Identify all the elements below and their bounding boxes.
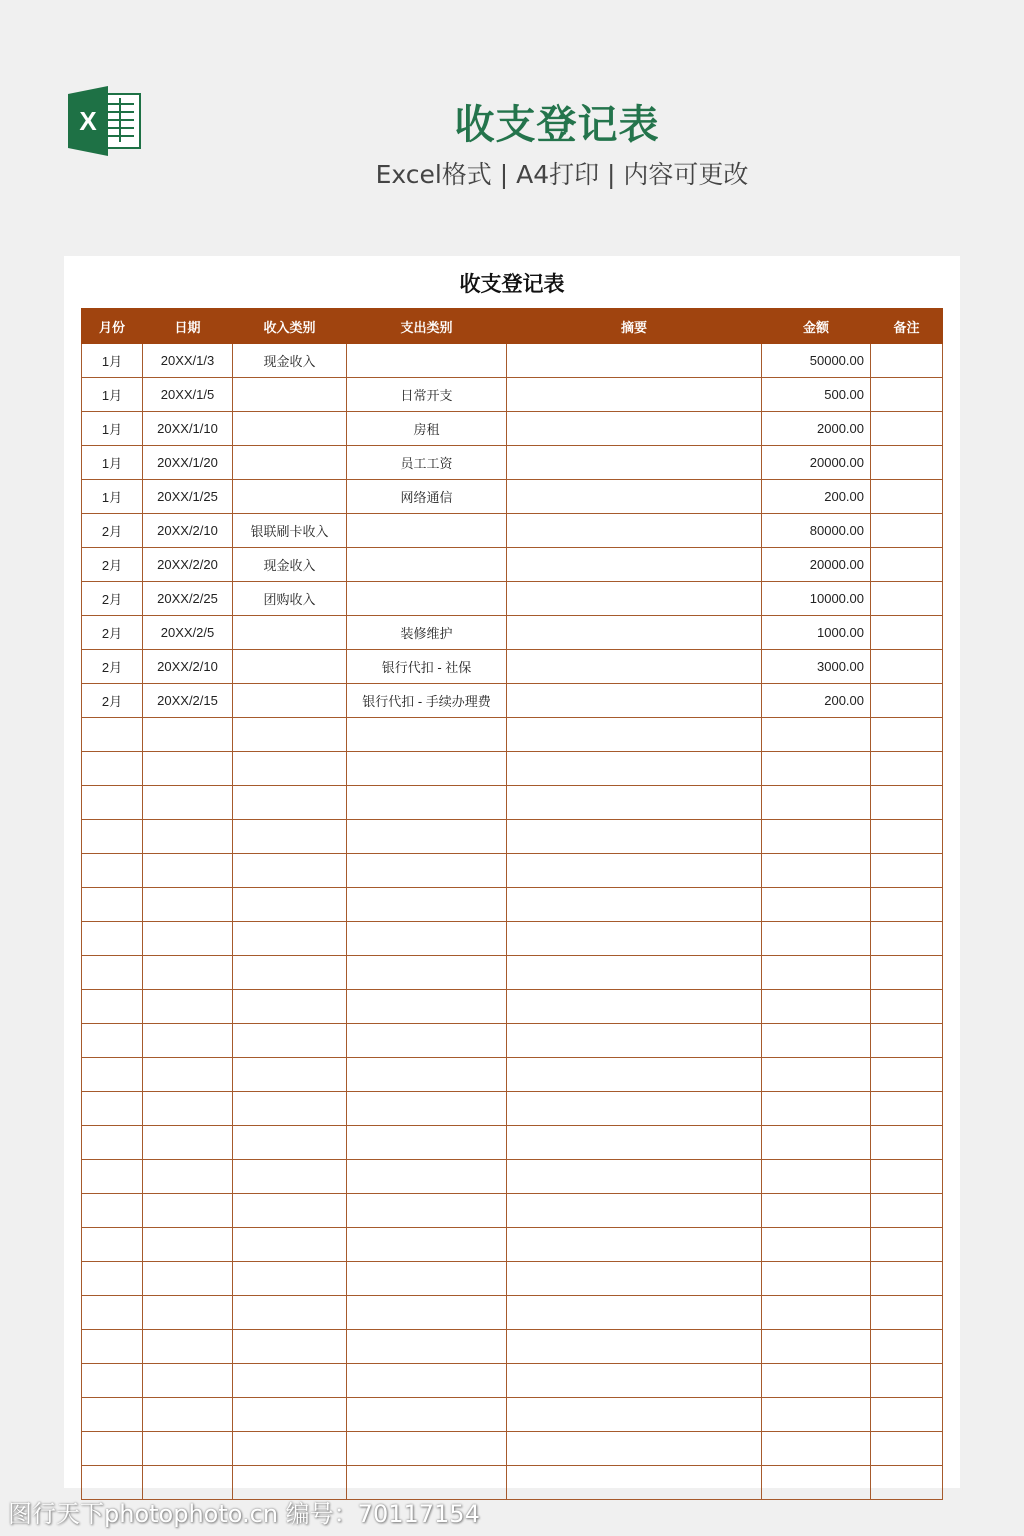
- cell-remarks[interactable]: [871, 650, 943, 684]
- cell-date[interactable]: [143, 1262, 233, 1296]
- cell-date[interactable]: 20XX/2/10: [143, 650, 233, 684]
- cell-remarks[interactable]: [871, 922, 943, 956]
- cell-amount[interactable]: [762, 888, 871, 922]
- cell-month[interactable]: 1月: [82, 480, 143, 514]
- cell-amount[interactable]: [762, 786, 871, 820]
- cell-remarks[interactable]: [871, 1262, 943, 1296]
- cell-month[interactable]: [82, 1432, 143, 1466]
- cell-summary[interactable]: [507, 446, 762, 480]
- empty-table-row: [82, 888, 943, 922]
- cell-income-type[interactable]: [233, 1024, 347, 1058]
- cell-month[interactable]: 2月: [82, 616, 143, 650]
- cell-month[interactable]: [82, 1398, 143, 1432]
- cell-date[interactable]: [143, 1194, 233, 1228]
- cell-month[interactable]: [82, 854, 143, 888]
- cell-expense-type[interactable]: [347, 1398, 507, 1432]
- empty-table-row: [82, 1398, 943, 1432]
- cell-date[interactable]: 20XX/1/25: [143, 480, 233, 514]
- cell-expense-type[interactable]: [347, 1296, 507, 1330]
- excel-icon-letter: X: [79, 106, 97, 136]
- cell-expense-type[interactable]: [347, 1228, 507, 1262]
- empty-table-row: [82, 1126, 943, 1160]
- cell-month[interactable]: 2月: [82, 582, 143, 616]
- cell-month[interactable]: [82, 786, 143, 820]
- cell-date[interactable]: [143, 1160, 233, 1194]
- page-subtitle: Excel格式 | A4打印 | 内容可更改: [375, 160, 749, 189]
- cell-income-type[interactable]: [233, 1432, 347, 1466]
- cell-remarks[interactable]: [871, 1466, 943, 1500]
- cell-income-type[interactable]: [233, 616, 347, 650]
- cell-income-type[interactable]: 银联刷卡收入: [233, 514, 347, 548]
- cell-expense-type[interactable]: [347, 1364, 507, 1398]
- cell-month[interactable]: 2月: [82, 514, 143, 548]
- cell-expense-type[interactable]: [347, 1330, 507, 1364]
- cell-remarks[interactable]: [871, 1126, 943, 1160]
- cell-remarks[interactable]: [871, 752, 943, 786]
- cell-expense-type[interactable]: [347, 752, 507, 786]
- cell-summary[interactable]: [507, 616, 762, 650]
- cell-expense-type[interactable]: [347, 854, 507, 888]
- cell-expense-type[interactable]: [347, 548, 507, 582]
- table-row: [82, 378, 943, 412]
- cell-expense-type[interactable]: 银行代扣 - 手续办理费: [347, 684, 507, 718]
- cell-expense-type[interactable]: 银行代扣 - 社保: [347, 650, 507, 684]
- cell-date[interactable]: [143, 1432, 233, 1466]
- empty-table-row: [82, 1092, 943, 1126]
- cell-expense-type[interactable]: [347, 1194, 507, 1228]
- cell-expense-type[interactable]: [347, 820, 507, 854]
- cell-date[interactable]: [143, 1330, 233, 1364]
- cell-income-type[interactable]: [233, 820, 347, 854]
- cell-summary[interactable]: [507, 378, 762, 412]
- cell-summary[interactable]: [507, 1058, 762, 1092]
- cell-date[interactable]: 20XX/1/20: [143, 446, 233, 480]
- cell-income-type[interactable]: [233, 1364, 347, 1398]
- cell-income-type[interactable]: [233, 956, 347, 990]
- cell-amount[interactable]: [762, 1058, 871, 1092]
- cell-income-type[interactable]: [233, 922, 347, 956]
- cell-date[interactable]: [143, 1058, 233, 1092]
- cell-remarks[interactable]: [871, 1398, 943, 1432]
- cell-month[interactable]: [82, 990, 143, 1024]
- cell-income-type[interactable]: [233, 650, 347, 684]
- cell-remarks[interactable]: [871, 786, 943, 820]
- empty-table-row: [82, 1024, 943, 1058]
- cell-income-type[interactable]: [233, 1262, 347, 1296]
- cell-month[interactable]: [82, 1330, 143, 1364]
- cell-amount[interactable]: [762, 1262, 871, 1296]
- sheet-title: 收支登记表: [459, 272, 565, 296]
- table-row: [82, 684, 943, 718]
- cell-date[interactable]: 20XX/2/20: [143, 548, 233, 582]
- cell-month[interactable]: [82, 1262, 143, 1296]
- cell-month[interactable]: [82, 1024, 143, 1058]
- cell-summary[interactable]: [507, 1432, 762, 1466]
- cell-summary[interactable]: [507, 888, 762, 922]
- empty-table-row: [82, 990, 943, 1024]
- cell-month[interactable]: [82, 1194, 143, 1228]
- cell-summary[interactable]: [507, 514, 762, 548]
- cell-amount[interactable]: 10000.00: [762, 582, 871, 616]
- cell-summary[interactable]: [507, 412, 762, 446]
- cell-amount[interactable]: [762, 1126, 871, 1160]
- cell-income-type[interactable]: [233, 1296, 347, 1330]
- column-header-month: 月份: [82, 309, 143, 344]
- cell-month[interactable]: 2月: [82, 684, 143, 718]
- cell-summary[interactable]: [507, 1024, 762, 1058]
- cell-income-type[interactable]: [233, 1398, 347, 1432]
- cell-date[interactable]: [143, 718, 233, 752]
- cell-remarks[interactable]: [871, 1330, 943, 1364]
- cell-remarks[interactable]: [871, 480, 943, 514]
- cell-date[interactable]: [143, 786, 233, 820]
- cell-summary[interactable]: [507, 1330, 762, 1364]
- cell-amount[interactable]: 80000.00: [762, 514, 871, 548]
- watermark: 图行天下photophoto.cn 编号：70117154: [8, 1500, 480, 1528]
- cell-income-type[interactable]: [233, 718, 347, 752]
- cell-amount[interactable]: 20000.00: [762, 446, 871, 480]
- cell-remarks[interactable]: [871, 1194, 943, 1228]
- column-header-summary: 摘要: [507, 309, 762, 344]
- cell-remarks[interactable]: [871, 718, 943, 752]
- cell-date[interactable]: [143, 1228, 233, 1262]
- header-row: [82, 309, 943, 344]
- cell-amount[interactable]: 500.00: [762, 378, 871, 412]
- cell-summary[interactable]: [507, 1364, 762, 1398]
- cell-income-type[interactable]: [233, 1092, 347, 1126]
- cell-date[interactable]: [143, 888, 233, 922]
- cell-summary[interactable]: [507, 956, 762, 990]
- cell-month[interactable]: [82, 718, 143, 752]
- cell-income-type[interactable]: [233, 888, 347, 922]
- cell-remarks[interactable]: [871, 582, 943, 616]
- cell-date[interactable]: [143, 990, 233, 1024]
- cell-expense-type[interactable]: [347, 1024, 507, 1058]
- table-row: [82, 344, 943, 378]
- cell-summary[interactable]: [507, 922, 762, 956]
- cell-amount[interactable]: [762, 1228, 871, 1262]
- cell-summary[interactable]: [507, 820, 762, 854]
- cell-income-type[interactable]: [233, 1058, 347, 1092]
- cell-remarks[interactable]: [871, 1092, 943, 1126]
- cell-expense-type[interactable]: [347, 786, 507, 820]
- cell-date[interactable]: [143, 1126, 233, 1160]
- cell-amount[interactable]: [762, 1330, 871, 1364]
- cell-expense-type[interactable]: [347, 718, 507, 752]
- cell-remarks[interactable]: [871, 412, 943, 446]
- cell-amount[interactable]: 20000.00: [762, 548, 871, 582]
- cell-amount[interactable]: [762, 1398, 871, 1432]
- cell-amount[interactable]: [762, 854, 871, 888]
- cell-date[interactable]: 20XX/1/5: [143, 378, 233, 412]
- cell-month[interactable]: [82, 1092, 143, 1126]
- cell-month[interactable]: 2月: [82, 650, 143, 684]
- cell-summary[interactable]: [507, 718, 762, 752]
- cell-expense-type[interactable]: 员工工资: [347, 446, 507, 480]
- cell-amount[interactable]: [762, 1194, 871, 1228]
- cell-month[interactable]: [82, 752, 143, 786]
- cell-month[interactable]: [82, 1058, 143, 1092]
- cell-remarks[interactable]: [871, 888, 943, 922]
- cell-remarks[interactable]: [871, 378, 943, 412]
- cell-income-type[interactable]: [233, 752, 347, 786]
- empty-table-row: [82, 956, 943, 990]
- cell-expense-type[interactable]: [347, 1432, 507, 1466]
- cell-month[interactable]: [82, 1160, 143, 1194]
- empty-table-row: [82, 1058, 943, 1092]
- empty-table-row: [82, 1262, 943, 1296]
- cell-month[interactable]: [82, 888, 143, 922]
- table-row: [82, 480, 943, 514]
- empty-table-row: [82, 820, 943, 854]
- cell-expense-type[interactable]: [347, 888, 507, 922]
- cell-remarks[interactable]: [871, 446, 943, 480]
- cell-expense-type[interactable]: [347, 990, 507, 1024]
- cell-income-type[interactable]: [233, 786, 347, 820]
- cell-month[interactable]: [82, 1126, 143, 1160]
- cell-summary[interactable]: [507, 1262, 762, 1296]
- cell-summary[interactable]: [507, 1398, 762, 1432]
- cell-expense-type[interactable]: [347, 956, 507, 990]
- empty-table-row: [82, 1364, 943, 1398]
- cell-month[interactable]: [82, 956, 143, 990]
- cell-amount[interactable]: [762, 1432, 871, 1466]
- empty-table-row: [82, 922, 943, 956]
- cell-summary[interactable]: [507, 684, 762, 718]
- cell-income-type[interactable]: [233, 412, 347, 446]
- cell-amount[interactable]: 3000.00: [762, 650, 871, 684]
- column-header-amount: 金额: [762, 309, 871, 344]
- cell-date[interactable]: [143, 922, 233, 956]
- cell-date[interactable]: 20XX/2/15: [143, 684, 233, 718]
- cell-remarks[interactable]: [871, 1024, 943, 1058]
- cell-income-type[interactable]: 团购收入: [233, 582, 347, 616]
- cell-income-type[interactable]: [233, 684, 347, 718]
- cell-month[interactable]: [82, 1228, 143, 1262]
- cell-expense-type[interactable]: 网络通信: [347, 480, 507, 514]
- cell-month[interactable]: [82, 820, 143, 854]
- cell-summary[interactable]: [507, 786, 762, 820]
- cell-remarks[interactable]: [871, 854, 943, 888]
- cell-month[interactable]: 1月: [82, 412, 143, 446]
- cell-expense-type[interactable]: [347, 1160, 507, 1194]
- table-row: [82, 514, 943, 548]
- cell-date[interactable]: [143, 956, 233, 990]
- cell-amount[interactable]: [762, 752, 871, 786]
- cell-income-type[interactable]: [233, 990, 347, 1024]
- table-row: [82, 650, 943, 684]
- cell-expense-type[interactable]: 装修维护: [347, 616, 507, 650]
- page-title: 收支登记表: [454, 102, 660, 148]
- cell-income-type[interactable]: [233, 1126, 347, 1160]
- cell-date[interactable]: [143, 1296, 233, 1330]
- cell-date[interactable]: 20XX/2/25: [143, 582, 233, 616]
- cell-date[interactable]: [143, 752, 233, 786]
- cell-amount[interactable]: [762, 1160, 871, 1194]
- cell-remarks[interactable]: [871, 820, 943, 854]
- cell-summary[interactable]: [507, 752, 762, 786]
- ledger-table: [81, 308, 943, 1500]
- table-row: [82, 548, 943, 582]
- cell-summary[interactable]: [507, 650, 762, 684]
- cell-amount[interactable]: 200.00: [762, 480, 871, 514]
- cell-expense-type[interactable]: [347, 1058, 507, 1092]
- cell-remarks[interactable]: [871, 1228, 943, 1262]
- cell-amount[interactable]: [762, 1024, 871, 1058]
- cell-income-type[interactable]: [233, 378, 347, 412]
- empty-table-row: [82, 786, 943, 820]
- cell-remarks[interactable]: [871, 684, 943, 718]
- table-row: [82, 582, 943, 616]
- cell-income-type[interactable]: 现金收入: [233, 344, 347, 378]
- cell-income-type[interactable]: [233, 1160, 347, 1194]
- cell-expense-type[interactable]: 房租: [347, 412, 507, 446]
- cell-month[interactable]: 1月: [82, 378, 143, 412]
- cell-date[interactable]: [143, 1024, 233, 1058]
- empty-table-row: [82, 1330, 943, 1364]
- cell-amount[interactable]: [762, 1296, 871, 1330]
- cell-date[interactable]: 20XX/1/3: [143, 344, 233, 378]
- cell-remarks[interactable]: [871, 1364, 943, 1398]
- cell-expense-type[interactable]: [347, 922, 507, 956]
- table-row: [82, 412, 943, 446]
- cell-amount[interactable]: [762, 956, 871, 990]
- cell-income-type[interactable]: [233, 1194, 347, 1228]
- cell-amount[interactable]: [762, 820, 871, 854]
- cell-amount[interactable]: [762, 922, 871, 956]
- cell-date[interactable]: 20XX/2/10: [143, 514, 233, 548]
- cell-month[interactable]: [82, 922, 143, 956]
- empty-table-row: [82, 718, 943, 752]
- cell-summary[interactable]: [507, 344, 762, 378]
- cell-date[interactable]: [143, 1092, 233, 1126]
- cell-amount[interactable]: 50000.00: [762, 344, 871, 378]
- cell-month[interactable]: 2月: [82, 548, 143, 582]
- cell-summary[interactable]: [507, 854, 762, 888]
- cell-amount[interactable]: [762, 1092, 871, 1126]
- cell-remarks[interactable]: [871, 548, 943, 582]
- cell-income-type[interactable]: [233, 480, 347, 514]
- cell-income-type[interactable]: 现金收入: [233, 548, 347, 582]
- empty-table-row: [82, 1432, 943, 1466]
- cell-summary[interactable]: [507, 1466, 762, 1500]
- cell-expense-type[interactable]: 日常开支: [347, 378, 507, 412]
- cell-amount[interactable]: 1000.00: [762, 616, 871, 650]
- empty-table-row: [82, 1228, 943, 1262]
- cell-amount[interactable]: [762, 990, 871, 1024]
- cell-income-type[interactable]: [233, 1330, 347, 1364]
- cell-expense-type[interactable]: [347, 1126, 507, 1160]
- column-header-date: 日期: [143, 309, 233, 344]
- cell-month[interactable]: 1月: [82, 344, 143, 378]
- cell-date[interactable]: [143, 854, 233, 888]
- cell-summary[interactable]: [507, 582, 762, 616]
- cell-summary[interactable]: [507, 1160, 762, 1194]
- cell-summary[interactable]: [507, 480, 762, 514]
- cell-expense-type[interactable]: [347, 1092, 507, 1126]
- cell-income-type[interactable]: [233, 446, 347, 480]
- cell-remarks[interactable]: [871, 956, 943, 990]
- cell-date[interactable]: 20XX/2/5: [143, 616, 233, 650]
- cell-date[interactable]: [143, 820, 233, 854]
- cell-date[interactable]: [143, 1398, 233, 1432]
- cell-remarks[interactable]: [871, 344, 943, 378]
- cell-summary[interactable]: [507, 990, 762, 1024]
- cell-summary[interactable]: [507, 1296, 762, 1330]
- cell-amount[interactable]: [762, 1466, 871, 1500]
- table-row: [82, 616, 943, 650]
- column-header-expense-type: 支出类别: [347, 309, 507, 344]
- cell-remarks[interactable]: [871, 1432, 943, 1466]
- empty-table-row: [82, 1160, 943, 1194]
- cell-amount[interactable]: [762, 1364, 871, 1398]
- column-header-remarks: 备注: [871, 309, 943, 344]
- cell-date[interactable]: [143, 1364, 233, 1398]
- cell-remarks[interactable]: [871, 1296, 943, 1330]
- cell-summary[interactable]: [507, 1194, 762, 1228]
- cell-month[interactable]: [82, 1296, 143, 1330]
- table-row: [82, 446, 943, 480]
- cell-amount[interactable]: 200.00: [762, 684, 871, 718]
- cell-remarks[interactable]: [871, 1160, 943, 1194]
- cell-remarks[interactable]: [871, 616, 943, 650]
- cell-date[interactable]: 20XX/1/10: [143, 412, 233, 446]
- cell-summary[interactable]: [507, 1126, 762, 1160]
- column-header-income-type: 收入类别: [233, 309, 347, 344]
- empty-table-row: [82, 1296, 943, 1330]
- empty-table-row: [82, 752, 943, 786]
- cell-expense-type[interactable]: [347, 344, 507, 378]
- cell-income-type[interactable]: [233, 1228, 347, 1262]
- cell-income-type[interactable]: [233, 854, 347, 888]
- cell-summary[interactable]: [507, 548, 762, 582]
- cell-amount[interactable]: 2000.00: [762, 412, 871, 446]
- cell-remarks[interactable]: [871, 514, 943, 548]
- cell-month[interactable]: 1月: [82, 446, 143, 480]
- empty-table-row: [82, 1194, 943, 1228]
- cell-amount[interactable]: [762, 718, 871, 752]
- cell-expense-type[interactable]: [347, 582, 507, 616]
- cell-expense-type[interactable]: [347, 1262, 507, 1296]
- cell-month[interactable]: [82, 1364, 143, 1398]
- cell-summary[interactable]: [507, 1228, 762, 1262]
- cell-expense-type[interactable]: [347, 514, 507, 548]
- cell-summary[interactable]: [507, 1092, 762, 1126]
- empty-table-row: [82, 854, 943, 888]
- cell-remarks[interactable]: [871, 990, 943, 1024]
- cell-remarks[interactable]: [871, 1058, 943, 1092]
